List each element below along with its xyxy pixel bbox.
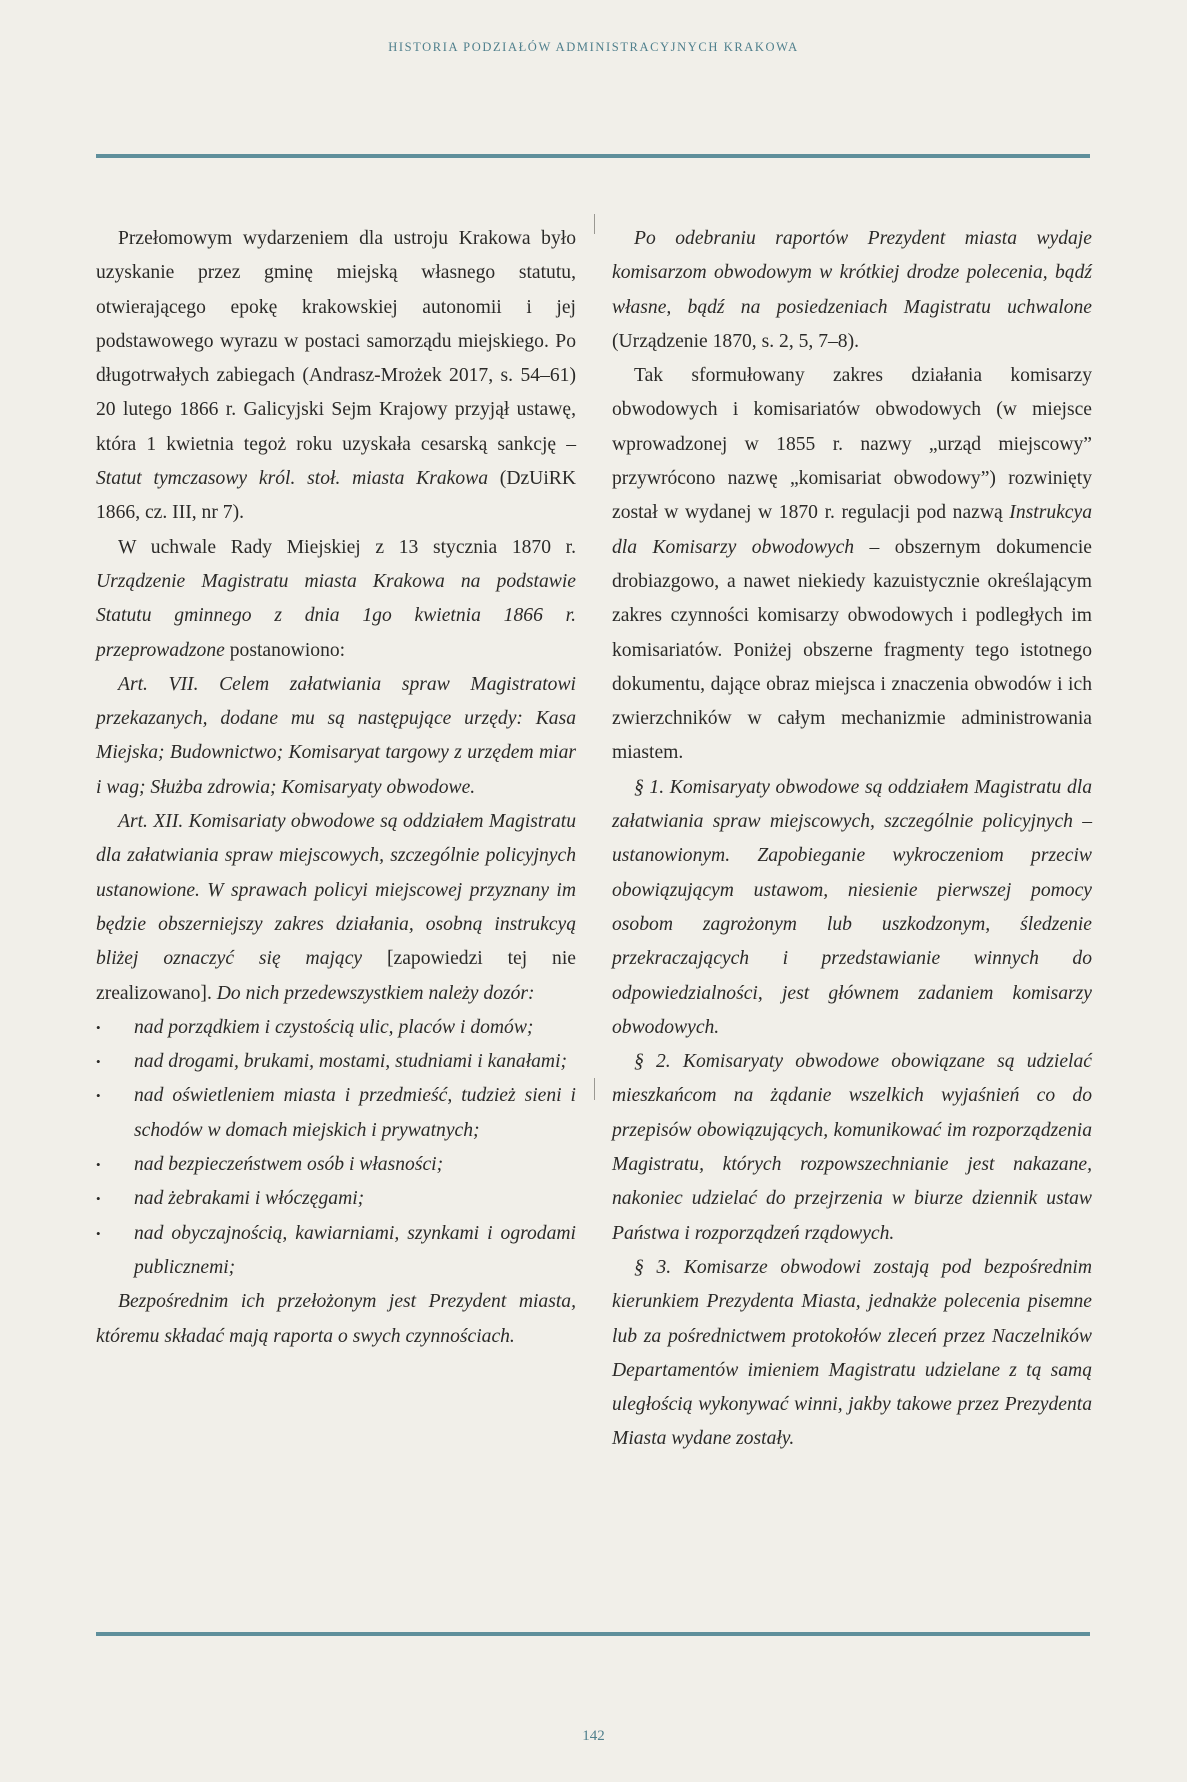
header-rule	[96, 154, 1090, 158]
list-item: • nad drogami, brukami, mostami, studniami i kanałami;	[96, 1045, 576, 1079]
bullet-icon: •	[96, 1225, 101, 1241]
list-item: • nad obyczajnością, kawiarniami, szynkami i ogrodami publicznemi;	[96, 1217, 576, 1286]
list-item: • nad bezpieczeństwem osób i własności;	[96, 1148, 576, 1182]
quote-paragraph: Art. XII. Komisariaty obwodowe są oddziałem Magistratu dla załatwiania spraw miejscowych, szczególnie policyjnych ustanowione. W sprawach policyi miejscowej przyznany im będzie obszerniejszy zakres działania, osobną instrukcyą bliżej oznaczyć się mający [zapowiedzi tej nie zrealizowano]. Do nich przedewszystkiem należy dozór:	[96, 811, 576, 1004]
paragraph: Tak sformułowany zakres działania komisarzy obwodowych i komisariatów obwodowych (w miejsce wprowadzonej w 1855 r. nazwy „urząd miejscowy” przywrócono nazwę „komisariat obwodowy”) rozwinięty został w wydanej w 1870 r. regulacji pod nazwą Instrukcya dla Komisarzy obwodowych – obszernym dokumencie drobiazgowo, a nawet niekiedy kazuistycznie określającym zakres czynności komisarzy obwodowych i podległych im komisariatów. Poniżej obszerne fragmenty tego istotnego dokumentu, dające obraz miejsca i znaczenia obwodów i ich zwierzchników w całym mechanizmie administrowania miastem.	[612, 365, 1092, 764]
quote-paragraph: Art. VII. Celem załatwiania spraw Magistratowi przekazanych, dodane mu są następujące urzędy: Kasa Miejska; Budownictwo; Komisaryat targowy z urzędem miar i wag; Służba zdrowia; Komisaryaty obwodowe.	[96, 673, 576, 798]
quote-paragraph: § 3. Komisarze obwodowi zostają pod bezpośrednim kierunkiem Prezydenta Miasta, jednakże polecenia pisemne lub za pośrednictwem protokołów zleceń przez Naczelników Departamentów imieniem Magistratu udzielane z tą samą uległością wykonywać winni, jakby takowe przez Prezydenta Miasta wydane zostały.	[612, 1256, 1092, 1450]
quote-paragraph: § 2. Komisaryaty obwodowe obowiązane są udzielać mieszkańcom na żądanie wszelkich wyjaśnień co do przepisów obowiązujących, komunikować im rozporządzenia Magistratu, których rozpowszechnianie jest nakazane, nakoniec udzielać do przejrzenia w biurze dziennik ustaw Państwa i rozporządzeń rządowych.	[612, 1051, 1092, 1244]
footer-rule	[96, 1632, 1090, 1636]
page-number: 142	[582, 1728, 605, 1744]
list-item: • nad oświetleniem miasta i przedmieść, tudzież sieni i schodów w domach miejskich i prywatnych;	[96, 1079, 576, 1148]
list-item: • nad żebrakami i włóczęgami;	[96, 1182, 576, 1216]
bullet-icon: •	[96, 1054, 101, 1070]
bullet-icon: •	[96, 1088, 101, 1104]
quote-paragraph: Po odebraniu raportów Prezydent miasta wydaje komisarzom obwodowym w krótkiej drodze polecenia, bądź własne, bądź na posiedzeniach Magistratu uchwalone (Urządzenie 1870, s. 2, 5, 7–8).	[612, 228, 1092, 352]
paragraph: W uchwale Rady Miejskiej z 13 stycznia 1870 r. Urządzenie Magistratu miasta Krakowa na podstawie Statutu gminnego z dnia 1go kwietnia 1866 r. przeprowadzone postanowiono:	[96, 536, 576, 661]
bullet-icon: •	[96, 1019, 101, 1035]
bullet-icon: •	[96, 1191, 101, 1207]
bullet-icon: •	[96, 1157, 101, 1173]
quote-paragraph: Bezpośrednim ich przełożonym jest Prezydent miasta, któremu składać mają raporta o swych czynnościach.	[96, 1291, 576, 1347]
quote-paragraph: § 1. Komisaryaty obwodowe są oddziałem Magistratu dla załatwiania spraw miejscowych, szczególnie policyjnych – ustanowionym. Zapobieganie wykroczeniom przeciw obowiązującym ustawom, niesienie pierwszej pomocy osobom zagrożonym lub uszkodzonym, śledzenie przekraczających i przedstawianie winnych do odpowiedzialności, jest głównem zadaniem komisarzy obwodowych.	[612, 776, 1092, 1038]
paragraph: Przełomowym wydarzeniem dla ustroju Krakowa było uzyskanie przez gminę miejską własnego statutu, otwierającego epokę krakowskiej autonomii i jej podstawowego wyrazu w postaci samorządu miejskiego. Po długotrwałych zabiegach (Andrasz-Mrożek 2017, s. 54–61) 20 lutego 1866 r. Galicyjski Sejm Krajowy przyjął ustawę, która 1 kwietnia tegoż roku uzyskała cesarską sankcję – Statut tymczasowy król. stoł. miasta Krakowa (DzUiRK 1866, cz. III, nr 7).	[96, 228, 576, 524]
column-divider-bottom	[594, 1078, 595, 1100]
bullet-list	[96, 1011, 576, 1285]
running-head: HISTORIA PODZIAŁÓW ADMINISTRACYJNYCH KRAKOWA	[388, 40, 799, 54]
column-divider-top	[594, 214, 595, 234]
left-column	[96, 222, 576, 1354]
right-column	[612, 222, 1092, 1457]
list-item: • nad porządkiem i czystością ulic, placów i domów;	[96, 1011, 576, 1045]
